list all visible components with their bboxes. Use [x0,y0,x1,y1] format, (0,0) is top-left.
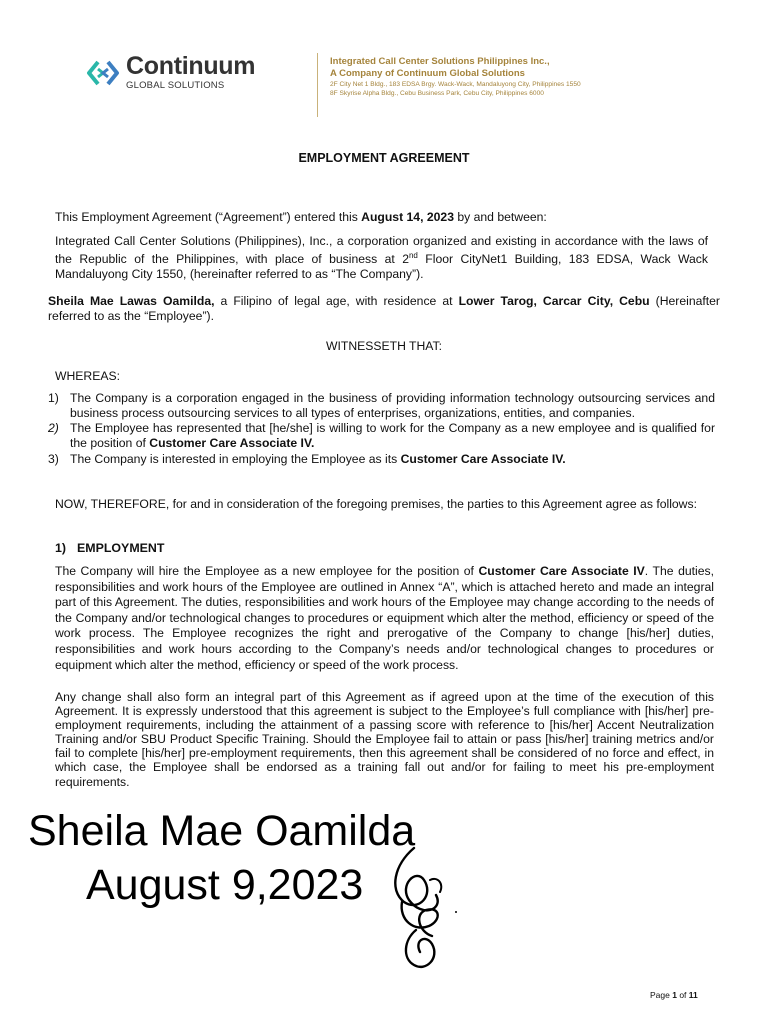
position-title: Customer Care Associate IV. [149,435,315,450]
page-total: 11 [688,990,698,1000]
header-divider [317,53,318,117]
section-number: 1) [55,541,67,555]
page-of: of [676,990,689,1000]
agreement-date: August 14, 2023 [361,210,454,224]
whereas-item [48,452,715,467]
section-title: EMPLOYMENT [77,541,165,555]
intro-paragraph [55,210,715,225]
whereas-item [48,421,715,451]
witnesseth-heading: WITNESSETH THAT: [325,339,442,353]
company-paragraph [55,234,708,281]
whereas-heading: WHEREAS: [55,369,121,383]
employee-text-end: (Hereinafter referred to as the “Employee”). [48,294,720,323]
company-text-end: Floor CityNet1 Building, 183 EDSA, Wack Wack Mandaluyong City 1550, (hereinafter referred to as “The Company”). [55,251,708,281]
page-prefix: Page [650,990,673,1000]
employee-paragraph [48,294,720,324]
employment-paragraph-1 [55,564,714,673]
whereas-text: The Employee has represented that [he/she] is willing to work for the Company as a new employee and is qualified for the position of [70,421,715,450]
company-name: Integrated Call Center Solutions Philippines Inc., [330,56,550,67]
now-therefore-paragraph: NOW, THEREFORE, for and in consideration of the foregoing premises, the parties to this Agreement agree as follows: [55,497,697,511]
employment-paragraph-2: Any change shall also form an integral part of this Agreement as if agreed upon at the time of the execution of this Agreement. It is expressly understood that this agreement is subject to the Employee’s full compliance with [his/her] pre-employment requirements, including the attainment of a passing score with reference to [his/her] Accent Neutralization Training and/or SBU Product Specific Training. Should the Employee fail to attain or pass [his/her] training metrics and/or fail to complete [his/her] pre-employment requirements, then this agreement shall be considered of no force and effect, in which case, the Employee shall be endorsed as a training fall out and/or for failing to meet his pre-employment requirements. [55,690,714,789]
address-line-1: 2F City Net 1 Bldg., 183 EDSA Brgy. Wack-Wack, Mandaluyong City, Philippines 1550 [330,81,581,88]
continuum-logo-icon [84,58,122,88]
position-title: Customer Care Associate IV. [400,452,566,466]
page-number [650,990,698,1000]
company-affiliation: A Company of Continuum Global Solutions [330,68,525,79]
position-title: Customer Care Associate IV [478,564,645,578]
employee-name: Sheila Mae Lawas Oamilda, [48,294,215,308]
employee-residence: Lower Tarog, Carcar City, Cebu [458,294,650,308]
brand-name: Continuum [126,52,256,80]
whereas-text-wrap [70,421,715,451]
whereas-number: 3) [48,452,59,466]
handwritten-name: Sheila Mae Oamilda [28,807,416,855]
address-line-2: 8F Skyrise Alpha Bldg., Cebu Business Park, Cebu City, Philippines 6000 [330,90,544,97]
company-logo [84,54,255,91]
signature-scribble [374,840,474,975]
company-info [330,56,581,98]
logo-wordmark [126,54,255,91]
handwritten-date: August 9,2023 [86,861,364,909]
whereas-text-wrap [70,452,715,467]
document-title: EMPLOYMENT AGREEMENT [298,151,470,165]
company-text: Integrated Call Center Solutions (Philippines), Inc., a corporation organized and existing in accordance with the laws of the Republic of the Philippines, with place of business at 2 [55,234,708,266]
employment-text: The Company will hire the Employee as a new employee for the position of [55,564,479,578]
employee-text: a Filipino of legal age, with residence at [214,294,459,308]
whereas-item [48,391,715,421]
ordinal-suffix: nd [408,250,418,260]
employment-text-end: . The duties, responsibilities and work hours of the Employee are outlined in Annex “A”, which is attached hereto and made an integral part of this Agreement. The duties, responsibilities and work hours of the Employee may change according to the needs of the Company and/or technological changes to procedures or equipment which alter the method, efficiency or speed of the work process. The Employee recognizes the right and prerogative of the Company to change [his/her] duties, responsibilities and work hours according to the Company’s needs and/or technological changes to procedures or equipment which alter the method, efficiency or speed of the work process. [55,564,714,672]
intro-text-end: by and between: [453,210,547,224]
whereas-number: 1) [48,391,59,405]
intro-text: This Employment Agreement (“Agreement”) entered this [55,210,362,224]
whereas-number: 2) [48,421,59,435]
brand-subtitle: GLOBAL SOLUTIONS [126,80,225,91]
whereas-text: The Company is a corporation engaged in the business of providing information technology outsourcing services and business process outsourcing services to all types of enterprises, organizations, entities, and companies. [70,391,715,420]
whereas-text: The Company is interested in employing the Employee as its [70,452,401,466]
section-heading-employment [55,541,164,555]
page-current: 1 [672,990,677,1000]
